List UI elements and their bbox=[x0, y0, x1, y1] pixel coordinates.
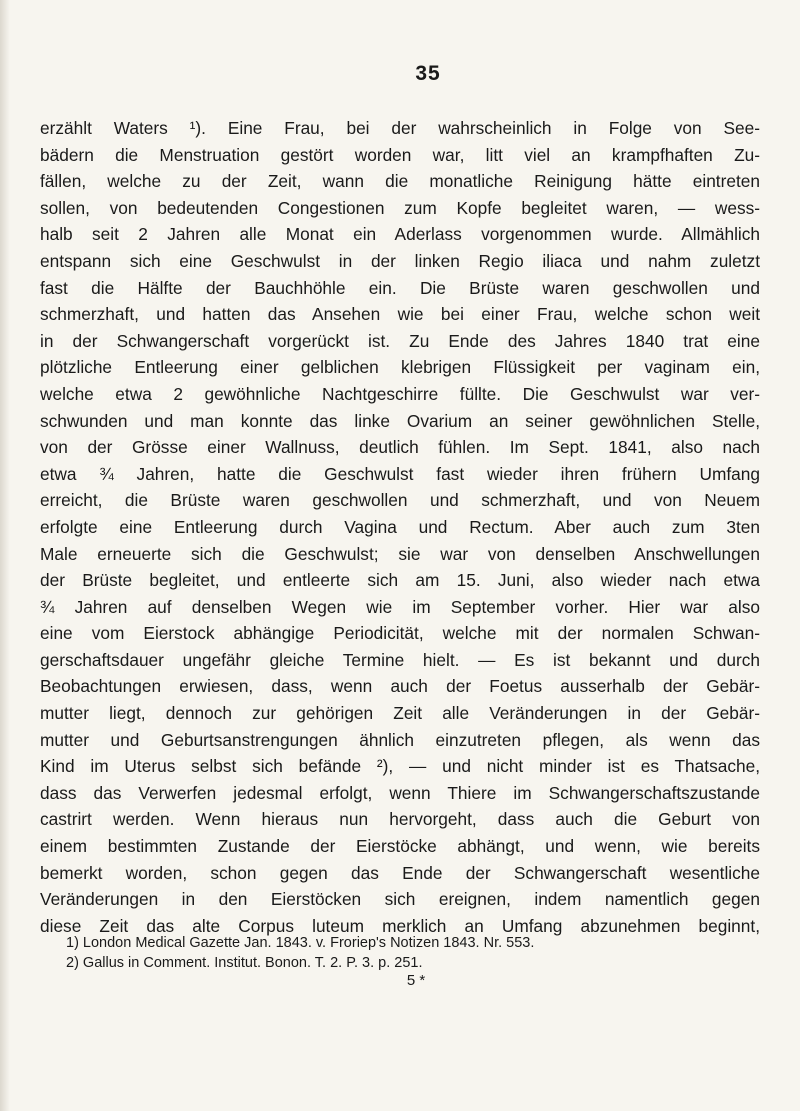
text-line: in der Schwangerschaft vorgerückt ist. Zu Ende des Jahres 1840 trat eine bbox=[40, 330, 760, 351]
text-line: einem bestimmten Zustande der Eierstöcke abhängt, und wenn, wie bereits bbox=[40, 836, 760, 857]
text-line: eine vom Eierstock abhängige Periodicität, welche mit der normalen Schwan- bbox=[40, 623, 760, 644]
footnote: 2) Gallus in Comment. Institut. Bonon. T. 2. P. 3. p. 251. bbox=[66, 955, 423, 971]
page-number: 35 bbox=[415, 62, 441, 85]
text-line: welche etwa 2 gewöhnliche Nachtgeschirre füllte. Die Geschwulst war ver- bbox=[40, 383, 760, 404]
text-line: erreicht, die Brüste waren geschwollen und schmerzhaft, und von Neuem bbox=[40, 490, 760, 511]
text-line: schwunden und man konnte das linke Ovarium an seiner gewöhnlichen Stelle, bbox=[40, 410, 760, 431]
text-line: erzählt Waters ¹). Eine Frau, bei der wahrscheinlich in Folge von See- bbox=[40, 118, 760, 138]
text-line: gerschaftsdauer ungefähr gleiche Termine hielt. — Es ist bekannt und durch bbox=[40, 649, 760, 670]
text-line: mutter liegt, dennoch zur gehörigen Zeit alle Veränderungen in der Gebär- bbox=[40, 703, 760, 724]
text-line: erfolgte eine Entleerung durch Vagina und Rectum. Aber auch zum 3ten bbox=[40, 516, 760, 537]
text-line: bädern die Menstruation gestört worden war, litt viel an krampfhaften Zu- bbox=[40, 144, 760, 165]
text-line: sollen, von bedeutenden Congestionen zum Kopfe begleitet waren, — wess- bbox=[40, 197, 760, 218]
text-line: Kind im Uterus selbst sich befände ²), — und nicht minder ist es Thatsache, bbox=[40, 756, 760, 777]
text-line: von der Grösse einer Wallnuss, deutlich fühlen. Im Sept. 1841, also nach bbox=[40, 437, 760, 458]
signature-mark: 5 * bbox=[406, 972, 426, 989]
text-line: diese Zeit das alte Corpus luteum merklich an Umfang abzunehmen beginnt, bbox=[40, 915, 760, 936]
text-line: schmerzhaft, und hatten das Ansehen wie bei einer Frau, welche schon weit bbox=[40, 304, 760, 325]
text-line: castrirt werden. Wenn hieraus nun hervorgeht, dass auch die Geburt von bbox=[40, 809, 760, 830]
text-line: mutter und Geburtsanstrengungen ähnlich einzutreten pflegen, als wenn das bbox=[40, 729, 760, 750]
footnotes bbox=[66, 933, 756, 973]
text-line: Veränderungen in den Eierstöcken sich ereignen, indem namentlich gegen bbox=[40, 889, 760, 910]
text-line: fällen, welche zu der Zeit, wann die monatliche Reinigung hätte eintreten bbox=[40, 171, 760, 192]
text-line: bemerkt worden, schon gegen das Ende der Schwangerschaft wesentliche bbox=[40, 862, 760, 883]
text-line: entspann sich eine Geschwulst in der linken Regio iliaca und nahm zuletzt bbox=[40, 250, 760, 271]
text-line: etwa ¾ Jahren, hatte die Geschwulst fast wieder ihren frühern Umfang bbox=[40, 463, 760, 484]
footnote: 1) London Medical Gazette Jan. 1843. v. Froriep's Notizen 1843. Nr. 553. bbox=[66, 935, 535, 951]
body-text bbox=[40, 115, 760, 939]
text-line: Male erneuerte sich die Geschwulst; sie war von denselben Anschwellungen bbox=[40, 543, 760, 564]
text-line: halb seit 2 Jahren alle Monat ein Aderlass vorgenommen wurde. Allmählich bbox=[40, 224, 760, 245]
text-line: der Brüste begleitet, und entleerte sich am 15. Juni, also wieder nach etwa bbox=[40, 570, 760, 591]
text-line: Beobachtungen erwiesen, dass, wenn auch der Foetus ausserhalb der Gebär- bbox=[40, 676, 760, 697]
text-line: fast die Hälfte der Bauchhöhle ein. Die Brüste waren geschwollen und bbox=[40, 277, 760, 298]
text-line: dass das Verwerfen jedesmal erfolgt, wenn Thiere im Schwangerschaftszustande bbox=[40, 782, 760, 803]
text-line: plötzliche Entleerung einer gelblichen klebrigen Flüssigkeit per vaginam ein, bbox=[40, 357, 760, 378]
text-line: ¾ Jahren auf denselben Wegen wie im September vorher. Hier war also bbox=[40, 596, 760, 617]
page-gutter-shadow bbox=[0, 0, 10, 1111]
